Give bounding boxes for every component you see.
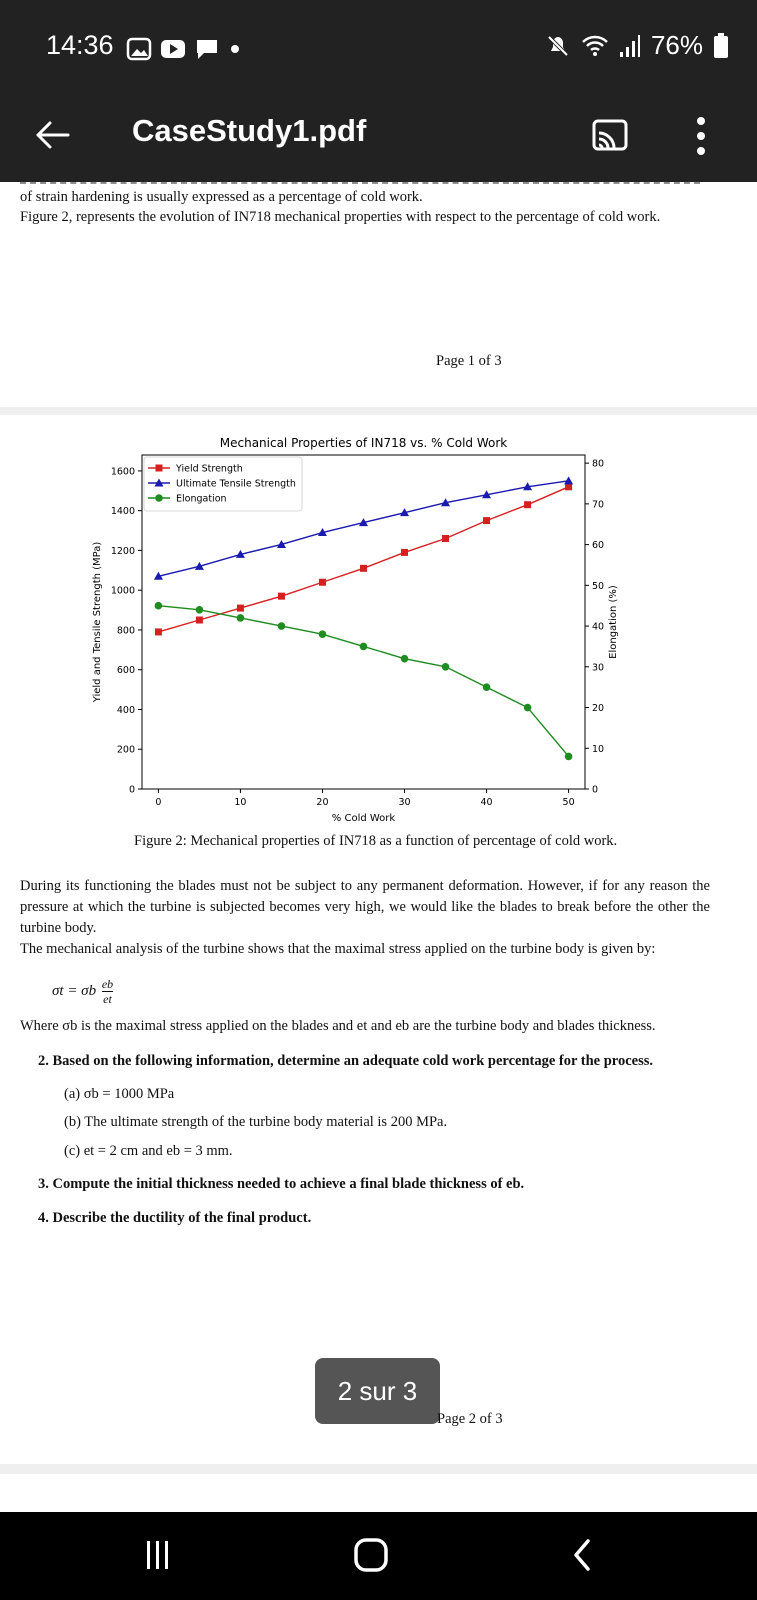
chart-title: Mechanical Properties of IN718 vs. % Cold Work <box>219 436 508 450</box>
data-point <box>565 483 572 490</box>
data-point <box>483 517 490 524</box>
recents-icon[interactable] <box>144 1537 172 1573</box>
data-point <box>360 565 367 572</box>
formula-denominator: et <box>103 992 112 1006</box>
question-2b: (b) The ultimate strength of the turbine body material is 200 MPa. <box>64 1114 448 1130</box>
data-point <box>237 614 245 622</box>
y2-tick-label: 30 <box>592 662 605 674</box>
y2-axis-label: Elongation (%) <box>608 585 619 659</box>
data-point <box>319 579 326 586</box>
dot-icon <box>228 42 242 56</box>
paragraph-line: of strain hardening is usually expressed as a percentage of cold work. <box>20 189 423 205</box>
gallery-icon <box>126 37 152 61</box>
cast-icon[interactable] <box>590 115 630 155</box>
y2-tick-label: 70 <box>592 499 605 511</box>
question-2c: (c) et = 2 cm and eb = 3 mm. <box>64 1143 233 1159</box>
y-tick-label: 200 <box>116 744 135 756</box>
formula-fraction <box>102 977 113 1006</box>
y-tick-label: 1400 <box>110 506 135 518</box>
formula-lhs: σt = σb <box>52 982 97 999</box>
signal-icon <box>619 34 641 58</box>
data-point <box>401 655 409 663</box>
y-tick-label: 1200 <box>110 545 135 557</box>
figure-caption: Figure 2: Mechanical properties of IN718 as a function of percentage of cold work. <box>134 833 618 849</box>
data-point <box>524 704 532 712</box>
document-title: CaseStudy1.pdf <box>132 113 367 148</box>
chart-svg <box>0 427 757 827</box>
chat-icon <box>194 36 220 62</box>
data-point <box>360 643 368 651</box>
series-line <box>158 606 568 757</box>
x-tick-label: 20 <box>316 797 329 808</box>
y-tick-label: 0 <box>128 784 135 796</box>
data-point <box>565 753 573 761</box>
data-point <box>442 663 450 671</box>
mute-icon <box>545 33 571 59</box>
body-paragraph: The mechanical analysis of the turbine shows that the maximal stress applied on the turbine body is given by: <box>20 941 656 957</box>
pdf-viewer[interactable] <box>0 182 757 1512</box>
x-tick-label: 10 <box>234 797 247 808</box>
y2-tick-label: 0 <box>592 784 599 796</box>
status-bar <box>0 0 757 95</box>
legend-label: Yield Strength <box>176 463 243 475</box>
y-axis-label: Yield and Tensile Strength (MPa) <box>92 541 103 703</box>
status-right <box>545 30 729 61</box>
page-number-label: Page 1 of 3 <box>436 353 502 369</box>
paragraph-line: Figure 2, represents the evolution of IN718 mechanical properties with respect to the percentage of cold work. <box>20 209 661 225</box>
where-paragraph: Where σb is the maximal stress applied on the blades and et and eb are the turbine body and blades thickness. <box>20 1018 656 1034</box>
question-4: 4. Describe the ductility of the final product. <box>38 1210 312 1226</box>
x-tick-label: 50 <box>562 797 575 808</box>
data-point <box>524 501 531 508</box>
formula-numerator: eb <box>101 977 114 991</box>
app-bar <box>0 95 757 182</box>
legend-label: Ultimate Tensile Strength <box>176 478 296 490</box>
notification-icons <box>126 36 242 62</box>
status-time: 14:36 <box>46 30 114 60</box>
data-point <box>237 605 244 612</box>
question-2: 2. Based on the following information, determine an adequate cold work percentage for the process. <box>38 1053 654 1069</box>
page-number-label: Page 2 of 3 <box>437 1411 503 1427</box>
data-point <box>155 602 163 610</box>
page-separator <box>0 407 757 415</box>
data-point <box>155 628 162 635</box>
y-tick-label: 400 <box>116 704 135 716</box>
more-vert-icon[interactable] <box>686 111 716 161</box>
data-point <box>278 593 285 600</box>
legend-marker <box>155 494 163 502</box>
data-point <box>483 683 491 691</box>
home-icon[interactable] <box>352 1536 390 1574</box>
legend-marker <box>156 465 163 472</box>
navigation-bar <box>0 1512 757 1600</box>
data-point <box>196 617 203 624</box>
x-axis-label: % Cold Work <box>331 813 396 824</box>
x-tick-label: 40 <box>480 797 493 808</box>
y-tick-label: 800 <box>116 625 135 637</box>
legend-label: Elongation <box>176 493 227 505</box>
y2-tick-label: 10 <box>592 743 605 755</box>
stress-formula <box>52 977 113 1006</box>
body-paragraph: During its functioning the blades must not be subject to any permanent deformation. However, if for any reason the pressure at which the turbine is subjected becomes very high, we would like the blades to break before the other the turbine body. <box>20 878 710 936</box>
youtube-icon <box>160 38 186 60</box>
data-point <box>564 476 573 484</box>
y2-tick-label: 60 <box>592 540 605 552</box>
y-tick-label: 1600 <box>110 466 135 478</box>
battery-icon <box>713 33 729 59</box>
page-counter-badge: 2 sur 3 <box>315 1358 440 1424</box>
y2-tick-label: 50 <box>592 580 605 592</box>
back-icon[interactable] <box>570 1537 594 1573</box>
y2-tick-label: 80 <box>592 458 605 470</box>
data-point <box>196 606 204 614</box>
data-point <box>401 549 408 556</box>
question-3: 3. Compute the initial thickness needed to achieve a final blade thickness of eb. <box>38 1176 525 1192</box>
chart-figure <box>0 427 757 827</box>
question-2a: (a) σb = 1000 MPa <box>64 1086 175 1102</box>
y-tick-label: 600 <box>116 665 135 677</box>
data-point <box>442 535 449 542</box>
y2-tick-label: 40 <box>592 621 605 633</box>
data-point <box>278 622 286 630</box>
clipped-text-line <box>20 182 700 186</box>
back-arrow-icon[interactable] <box>30 113 74 157</box>
data-point <box>319 630 327 638</box>
y-tick-label: 1000 <box>110 585 135 597</box>
battery-percent: 76% <box>650 30 703 60</box>
x-tick-label: 30 <box>398 797 411 808</box>
page-separator <box>0 1464 757 1474</box>
y2-tick-label: 20 <box>592 703 605 715</box>
wifi-icon <box>581 34 609 58</box>
x-tick-label: 0 <box>155 797 162 808</box>
